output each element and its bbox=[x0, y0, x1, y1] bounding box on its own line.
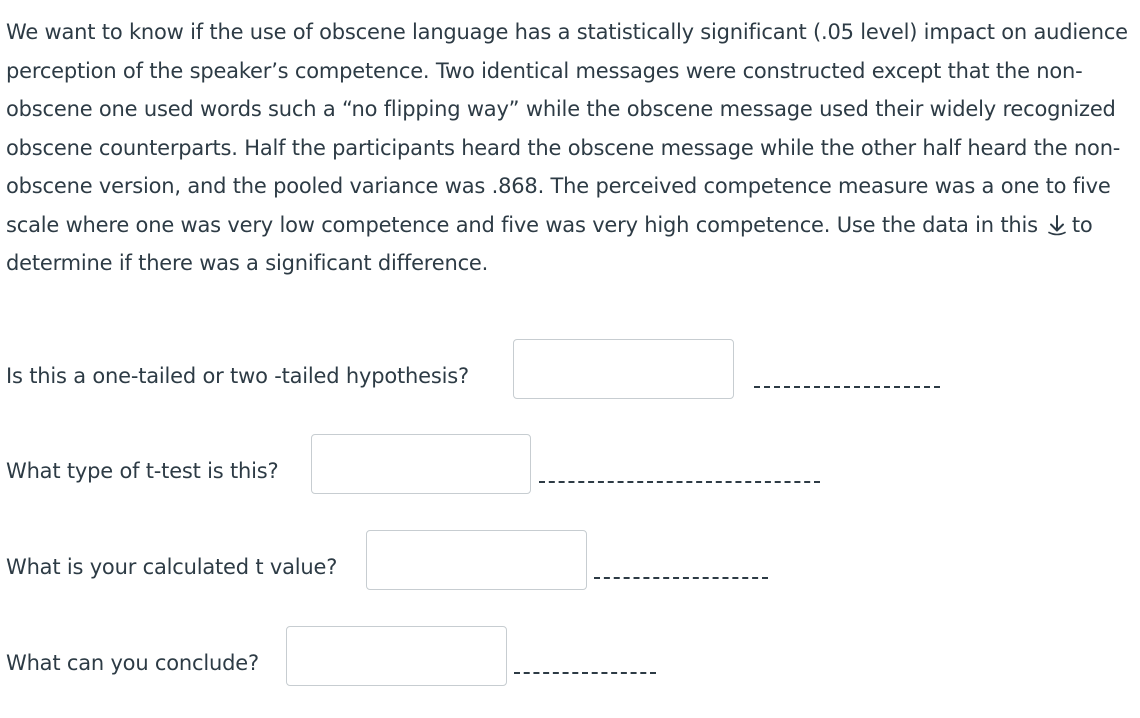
question-prompt bbox=[6, 13, 1138, 283]
t-value-answer-input[interactable] bbox=[366, 530, 587, 590]
question-2-blank-line bbox=[539, 481, 820, 483]
question-1-blank-line bbox=[754, 386, 940, 388]
t-test-type-answer-input[interactable] bbox=[311, 434, 531, 494]
download-arrow-icon[interactable] bbox=[1046, 211, 1068, 235]
tail-type-answer-input[interactable] bbox=[513, 339, 734, 399]
conclusion-answer-input[interactable] bbox=[286, 626, 507, 686]
prompt-text-after-link: to determine if there was a significant difference. bbox=[6, 212, 1093, 275]
prompt-text-before-link: We want to know if the use of obscene language has a statistically significant (.05 level) impact on audience perception of the speaker’s competence. Two identical messages were constructed except that the non-obscene one used words such a “no flipping way” while the obscene message used their widely recognized obscene counterparts. Half the participants heard the obscene message while the other half heard the non-obscene version, and the pooled variance was .868. The perceived competence measure was a one to five scale where one was very low competence and five was very high competence. Use the data in this bbox=[6, 20, 1128, 237]
question-3-blank-line bbox=[594, 577, 768, 579]
question-2-label: What type of t-test is this? bbox=[6, 459, 279, 483]
question-3-label: What is your calculated t value? bbox=[6, 555, 338, 579]
question-4-label: What can you conclude? bbox=[6, 651, 259, 675]
question-1-label: Is this a one-tailed or two -tailed hypothesis? bbox=[6, 364, 469, 388]
question-4-blank-line bbox=[514, 672, 656, 674]
